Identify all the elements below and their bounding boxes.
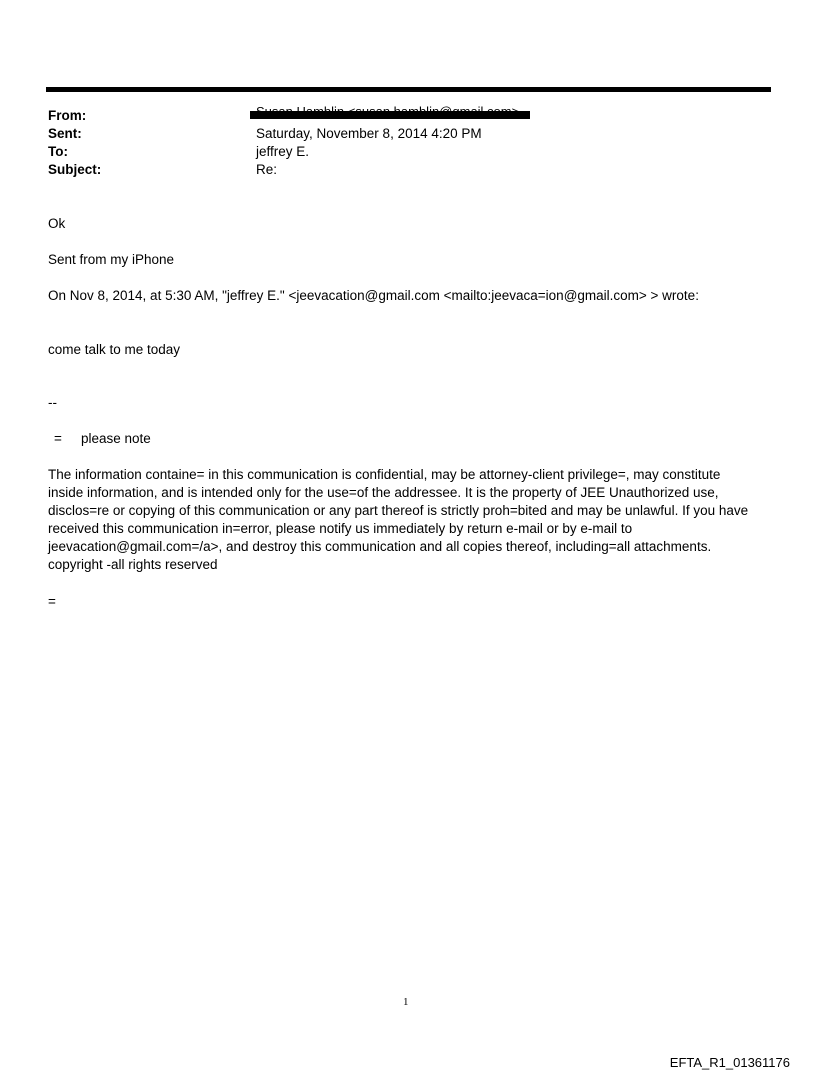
quoted-reply-intro: On Nov 8, 2014, at 5:30 AM, "jeffrey E." <jeevacation@gmail.com <mailto:jeevaca=ion@gmail.com> > wrote:	[48, 288, 699, 303]
sent-value: Saturday, November 8, 2014 4:20 PM	[256, 126, 482, 141]
disclaimer-line: The information containe= in this communication is confidential, may be attorney-client privilege=, may constitute	[48, 467, 721, 482]
disclaimer-line: inside information, and is intended only for the use=of the addressee. It is the property of JEE Unauthorized use,	[48, 485, 719, 500]
subject-label: Subject:	[48, 162, 102, 177]
subject-value: Re:	[256, 162, 278, 177]
quoted-message-text: come talk to me today	[48, 342, 181, 357]
from-label: From:	[48, 108, 87, 123]
sent-label: Sent:	[48, 126, 82, 141]
disclaimer-line: disclos=re or copying of this communication or any part thereof is strictly proh=bited and may be unlawful. If you have	[48, 503, 749, 518]
body-line-sent-from: Sent from my iPhone	[48, 252, 175, 267]
please-note-text: please note	[81, 431, 151, 446]
redaction-bar	[250, 111, 530, 119]
disclaimer-line: copyright -all rights reserved	[48, 557, 218, 572]
page-number: 1	[403, 996, 409, 1008]
header-divider-rule	[46, 87, 771, 92]
document-id-footer: EFTA_R1_01361176	[669, 1055, 790, 1070]
disclaimer-line: received this communication in=error, please notify us immediately by return e-mail or by e-mail to	[48, 521, 633, 536]
trailing-equals: =	[48, 594, 56, 609]
bullet-marker: =	[54, 431, 62, 446]
to-label: To:	[48, 144, 68, 159]
signature-separator: --	[48, 395, 57, 410]
to-value: jeffrey E.	[256, 144, 310, 159]
disclaimer-line: jeevacation@gmail.com=/a>, and destroy this communication and all copies thereof, including=all attachments.	[48, 539, 712, 554]
confidentiality-disclaimer	[48, 466, 768, 574]
body-line-ok: Ok	[48, 216, 66, 231]
